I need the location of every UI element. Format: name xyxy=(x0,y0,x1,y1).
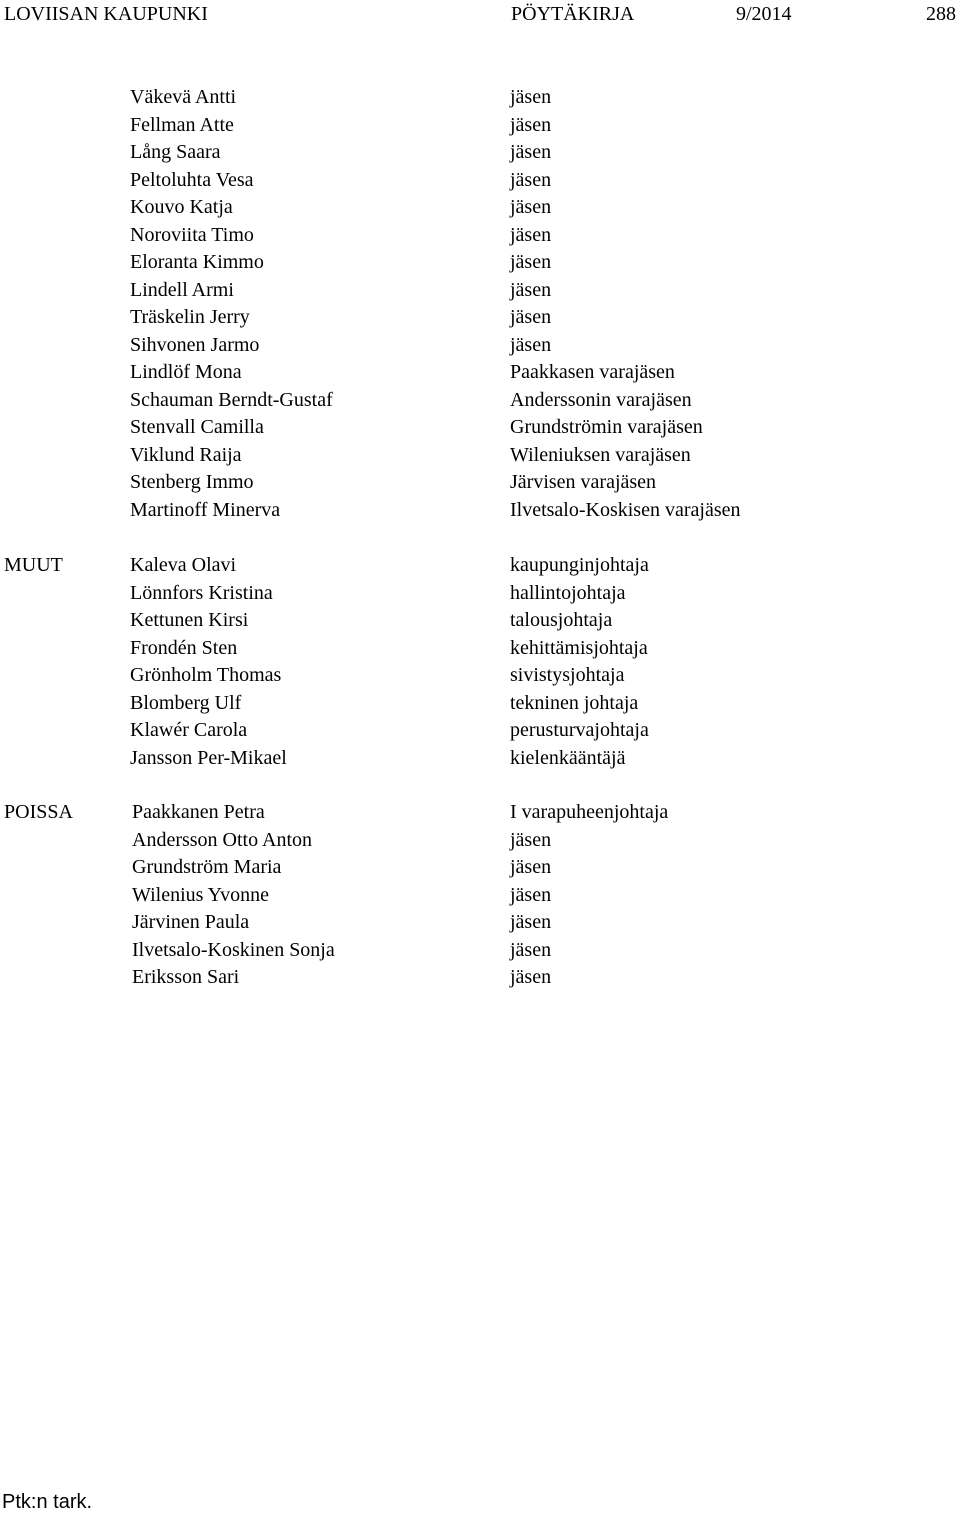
person-name: Eriksson Sari xyxy=(132,966,240,988)
person-name: Frondén Sten xyxy=(130,636,238,659)
person-role: jäsen xyxy=(510,251,552,273)
present-members-section xyxy=(0,84,960,524)
person-role: Paakkasen varajäsen xyxy=(510,361,675,383)
page-number: 288 xyxy=(926,3,956,25)
person-role: Ilvetsalo-Koskisen varajäsen xyxy=(510,498,741,521)
organization-name: LOVIISAN KAUPUNKI xyxy=(4,3,208,25)
table-row xyxy=(0,662,960,690)
person-role: Grundströmin varajäsen xyxy=(510,416,703,438)
person-name: Paakkanen Petra xyxy=(132,801,265,823)
person-name: Järvinen Paula xyxy=(132,911,250,933)
person-role: jäsen xyxy=(510,86,552,108)
table-row xyxy=(0,139,960,167)
table-row xyxy=(0,387,960,415)
table-row xyxy=(0,167,960,195)
person-role: kehittämisjohtaja xyxy=(510,636,648,659)
person-name: Klawér Carola xyxy=(130,719,248,741)
person-name: Stenvall Camilla xyxy=(130,416,264,438)
person-name: Martinoff Minerva xyxy=(130,498,281,521)
person-name: Lindell Armi xyxy=(130,278,234,301)
meeting-number: 9/2014 xyxy=(736,3,792,25)
table-row xyxy=(0,937,960,965)
table-row xyxy=(0,414,960,442)
person-name: Träskelin Jerry xyxy=(130,306,250,328)
person-role: jäsen xyxy=(510,278,552,301)
person-role: sivistysjohtaja xyxy=(510,664,625,686)
person-name: Viklund Raija xyxy=(130,443,242,466)
person-role: I varapuheenjohtaja xyxy=(510,801,669,823)
section-label: POISSA xyxy=(4,801,73,823)
person-role: jäsen xyxy=(510,141,552,163)
table-row xyxy=(0,552,960,580)
table-row xyxy=(0,964,960,992)
table-row xyxy=(0,277,960,305)
document-type: PÖYTÄKIRJA xyxy=(511,3,635,25)
person-role: Anderssonin varajäsen xyxy=(510,388,692,411)
person-role: jäsen xyxy=(510,966,552,988)
table-row xyxy=(0,580,960,608)
table-row xyxy=(0,607,960,635)
person-name: Wilenius Yvonne xyxy=(132,883,269,906)
person-name: Grundström Maria xyxy=(132,856,282,878)
table-row xyxy=(0,304,960,332)
person-role: jäsen xyxy=(510,168,552,191)
page-header xyxy=(0,0,960,28)
table-row xyxy=(0,827,960,855)
person-role: perusturvajohtaja xyxy=(510,719,649,741)
table-row xyxy=(0,249,960,277)
person-name: Lönnfors Kristina xyxy=(130,581,273,604)
person-name: Lindlöf Mona xyxy=(130,361,242,383)
table-row xyxy=(0,854,960,882)
others-section xyxy=(0,552,960,772)
person-role: jäsen xyxy=(510,333,552,356)
table-row xyxy=(0,442,960,470)
person-role: jäsen xyxy=(510,828,552,851)
person-name: Blomberg Ulf xyxy=(130,691,242,714)
table-row xyxy=(0,332,960,360)
table-row xyxy=(0,359,960,387)
person-name: Noroviita Timo xyxy=(130,223,254,246)
table-row xyxy=(0,635,960,663)
person-name: Grönholm Thomas xyxy=(130,664,282,686)
table-row xyxy=(0,909,960,937)
person-name: Kaleva Olavi xyxy=(130,554,237,576)
person-role: Wileniuksen varajäsen xyxy=(510,443,691,466)
table-row xyxy=(0,469,960,497)
table-row xyxy=(0,84,960,112)
person-name: Ilvetsalo-Koskinen Sonja xyxy=(132,938,335,961)
person-role: talousjohtaja xyxy=(510,609,613,631)
person-name: Jansson Per-Mikael xyxy=(130,746,287,769)
table-row xyxy=(0,112,960,140)
person-role: Järvisen varajäsen xyxy=(510,471,657,493)
person-role: tekninen johtaja xyxy=(510,691,639,714)
person-role: jäsen xyxy=(510,113,552,136)
person-name: Sihvonen Jarmo xyxy=(130,333,260,356)
person-role: hallintojohtaja xyxy=(510,581,626,604)
person-name: Väkevä Antti xyxy=(130,86,237,108)
person-role: jäsen xyxy=(510,856,552,878)
person-name: Lång Saara xyxy=(130,141,221,163)
person-name: Eloranta Kimmo xyxy=(130,251,264,273)
footer-minutes-checker: Ptk:n tark. xyxy=(2,1491,93,1513)
table-row xyxy=(0,882,960,910)
person-role: jäsen xyxy=(510,223,552,246)
person-role: jäsen xyxy=(510,306,552,328)
table-row xyxy=(0,690,960,718)
person-name: Fellman Atte xyxy=(130,113,234,136)
absent-section xyxy=(0,799,960,992)
table-row xyxy=(0,745,960,773)
table-row xyxy=(0,717,960,745)
person-role: kaupunginjohtaja xyxy=(510,554,649,576)
person-name: Peltoluhta Vesa xyxy=(130,168,254,191)
person-name: Stenberg Immo xyxy=(130,471,254,493)
person-name: Kettunen Kirsi xyxy=(130,609,249,631)
table-row xyxy=(0,497,960,525)
person-role: jäsen xyxy=(510,883,552,906)
person-role: jäsen xyxy=(510,938,552,961)
person-name: Andersson Otto Anton xyxy=(132,828,312,851)
person-role: jäsen xyxy=(510,196,552,218)
table-row xyxy=(0,799,960,827)
section-label: MUUT xyxy=(4,554,63,576)
table-row xyxy=(0,222,960,250)
person-name: Schauman Berndt-Gustaf xyxy=(130,388,333,411)
person-role: kielenkääntäjä xyxy=(510,746,626,769)
person-role: jäsen xyxy=(510,911,552,933)
table-row xyxy=(0,194,960,222)
person-name: Kouvo Katja xyxy=(130,196,233,218)
